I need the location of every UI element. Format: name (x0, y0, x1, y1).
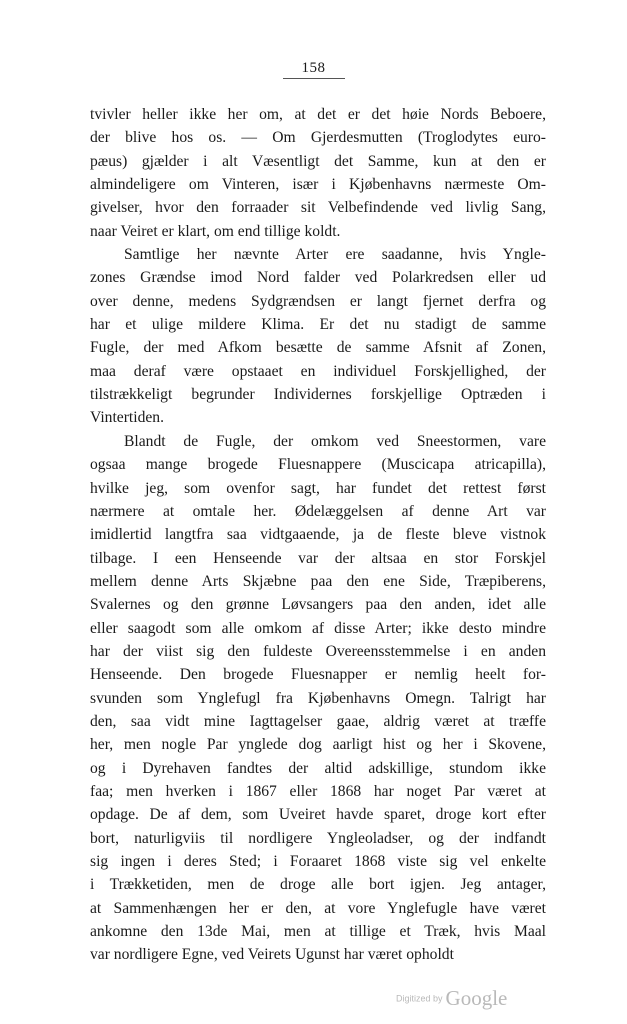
text-line: den, saa vidt mine Iagttagelser gaae, aldrig været at træffe (90, 712, 546, 730)
text-line: Svalernes og den grønne Løvsangers paa den anden, idet alle (90, 596, 546, 614)
text-line: over denne, medens Sydgrændsen er langt fjernet derfra og (90, 292, 546, 310)
text-line: maa deraf være opstaaet en individuel Forskjellighed, der (90, 362, 546, 380)
page-number-rule (283, 78, 345, 79)
text-line: sig ingen i deres Sted; i Foraaret 1868 viste sig vel enkelte (90, 853, 546, 870)
text-line: naar Veiret er klart, om end tillige koldt. (90, 222, 341, 240)
text-line: svunden som Ynglefugl fra Kjøbenhavns Omegn. Talrigt har (90, 689, 546, 707)
text-line: Fugle, der med Afkom besætte de samme Afsnit af Zonen, (90, 339, 546, 357)
text-line: opdage. De af dem, som Uveiret havde sparet, droge kort efter (90, 806, 546, 824)
text-line: zones Grændse imod Nord falder ved Polarkredsen eller ud (90, 269, 546, 287)
text-line: Vintertiden. (90, 409, 164, 427)
text-line: ankomne den 13de Mai, men at tillige et Træk, hvis Maal (90, 923, 546, 941)
page-number (0, 60, 627, 79)
text-line: har et ulige mildere Klima. Er det nu stadigt de samme (90, 316, 546, 334)
text-line: ogsaa mange brogede Fluesnappere (Muscicapa atricapilla), (90, 456, 546, 474)
text-line: der blive hos os. — Om Gjerdesmutten (Troglodytes euro- (90, 129, 546, 147)
text-line: almindeligere om Vinteren, især i Kjøbenhavns nærmeste Om- (90, 176, 546, 194)
text-line: tilbage. I een Henseende var der altsaa en stor Forskjel (90, 549, 546, 567)
text-line: Samtlige her nævnte Arter ere saadanne, hvis Yngle- (124, 246, 546, 264)
text-line: eller saagodt som alle omkom af disse Arter; ikke desto mindre (90, 619, 546, 637)
text-line: har der viist sig den fuldeste Overeensstemmelse i en anden (90, 642, 546, 660)
text-line: faa; men hverken i 1867 eller 1868 har noget Par været at (90, 782, 546, 800)
body-text (90, 103, 546, 967)
text-line: var nordligere Egne, ved Veirets Ugunst har været opholdt (90, 946, 454, 964)
watermark-brand: Google (445, 986, 508, 1010)
text-line: tilstrækkeligt begrunder Individernes forskjellige Optræden i (90, 386, 546, 404)
text-line: Henseende. Den brogede Fluesnapper er nemlig heelt for- (90, 666, 546, 684)
text-line: her, men nogle Par ynglede dog aarligt hist og her i Skovene, (90, 736, 546, 754)
text-line: tvivler heller ikke her om, at det er det høie Nords Beboere, (90, 106, 546, 123)
text-line: hvilke jeg, som ovenfor sagt, har fundet det rettest først (90, 479, 546, 497)
text-line: givelser, hvor den forraader sit Velbefindende ved livlig Sang, (90, 199, 546, 217)
text-line: mellem denne Arts Skjæbne paa den ene Side, Træpiberens, (90, 572, 546, 590)
page-number-text: 158 (301, 60, 326, 76)
text-line: bort, naturligviis til nordligere Yngleoladser, og der indfandt (90, 829, 546, 847)
text-line: imidlertid langtfra saa vidtgaaende, ja de fleste bleve vistnok (90, 526, 546, 544)
text-line: at Sammenhængen her er den, at vore Ynglefugle have været (90, 899, 546, 917)
text-line: i Trækketiden, men de droge alle bort igjen. Jeg antager, (90, 876, 546, 894)
text-line: og i Dyrehaven fandtes der altid adskillige, stundom ikke (90, 759, 546, 777)
digitized-by-google-watermark (396, 986, 526, 1010)
text-line: Blandt de Fugle, der omkom ved Sneestormen, vare (124, 432, 546, 450)
text-line: pæus) gjælder i alt Væsentligt det Samme, kun at den er (90, 152, 546, 170)
watermark-prefix: Digitized by (396, 993, 443, 1004)
text-line: nærmere at omtale her. Ødelæggelsen af denne Art var (90, 502, 546, 520)
